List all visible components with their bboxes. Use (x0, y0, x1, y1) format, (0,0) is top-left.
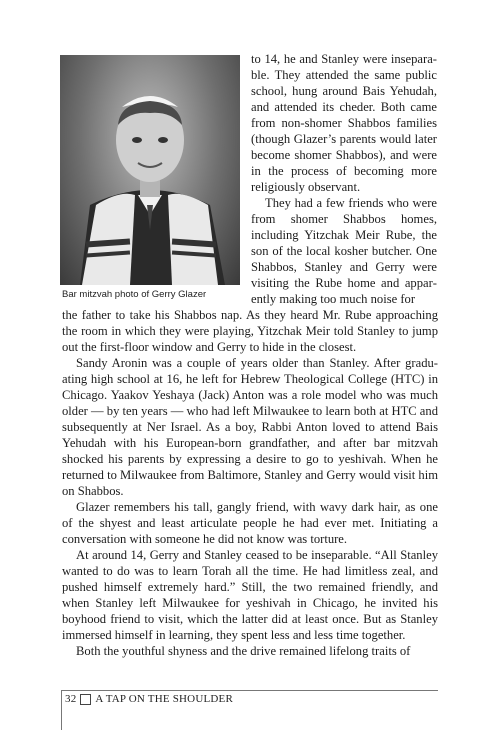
paragraph: the father to take his Shabbos nap. As they heard Mr. Rube approaching the room in which they were playing, Yitzchak Meir told Stanley to jump out the first-floor window and Gerry to hide in the closest. (62, 308, 438, 354)
paragraph: Sandy Aronin was a couple of years older than Stanley. After graduating high school at 16, he left for Hebrew Theological College (HTC) in Chicago. Yaakov Yeshaya (Jack) Anton was a role model who was much older — by ten years — who had left Milwaukee to learn both at HTC and subsequently at Ner Israel. As a boy, Rabbi Anton loved to attend Bais Yehudah with his European-born grandfather, and after bar mitzvah shocked his parents by expressing a desire to go to yeshivah. When he returned to Milwaukee from Baltimore, Stanley and Gerry would visit him on Shabbos. (62, 356, 438, 498)
portrait-illustration (60, 55, 240, 285)
page-footer (65, 693, 233, 705)
photo-caption: Bar mitzvah photo of Gerry Glazer (62, 289, 207, 300)
paragraph: At around 14, Gerry and Stanley ceased to be inseparable. “All Stanley wanted to do was to learn Torah all the time. He had limitless zeal, and pushed himself extremely hard.” Still, the two remained friendly, and when Stanley left Milwaukee for yeshivah in Chicago, he invited his boyhood friend to visit, which the latter did at least once. But as Stanley immersed himself in learning, they spent less and less time together. (62, 548, 438, 642)
square-ornament-icon (80, 694, 91, 705)
footer-vertical-rule (61, 690, 62, 730)
footer-rule (62, 690, 438, 691)
paragraph: They had a few friends who were from shomer Shabbos homes, including Yitzchak Meir Rube, the son of the local kosher butcher. One Shabbos, Stanley and Gerry were visiting the Rube home and apparently making too much noise for (251, 196, 437, 306)
bar-mitzvah-photo (60, 55, 240, 285)
right-column-text (251, 51, 437, 307)
paragraph: Both the youthful shyness and the drive remained lifelong traits of (76, 644, 411, 658)
paragraph: to 14, he and Stanley were inseparable. They attended the same public school, hung around Bais Yehudah, and attended its cheder. Both came from non-shomer Shabbos families (though Glazer’s parents would later become shomer Shabbos), and were in the process of becoming more religiously observant. (251, 52, 437, 194)
paragraph: Glazer remembers his tall, gangly friend, with wavy dark hair, as one of the shyest and least articulate people he had ever met. Initiating a conversation with someone he did not know was torture. (62, 500, 438, 546)
page-number: 32 (65, 693, 77, 705)
body-text (62, 307, 438, 659)
running-title: A TAP ON THE SHOULDER (95, 693, 233, 705)
